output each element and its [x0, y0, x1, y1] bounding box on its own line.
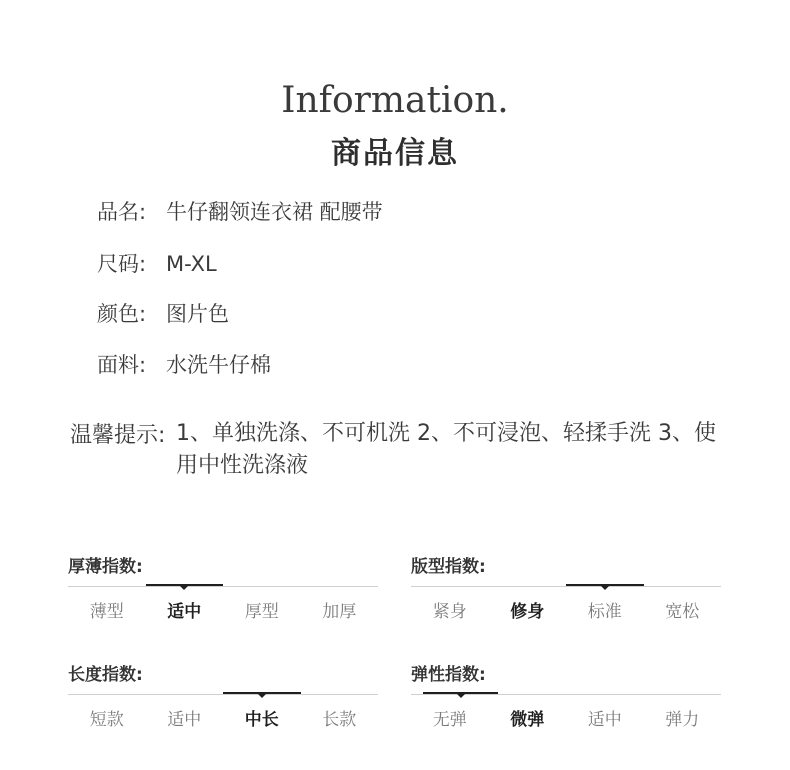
scale-bar — [68, 586, 378, 587]
info-label: 尺码: — [97, 252, 147, 276]
scale-indicator — [146, 584, 224, 586]
scale-option-selected: 中长 — [244, 710, 279, 730]
scale-option: 标准 — [587, 602, 622, 622]
heading-english: Information. — [281, 80, 509, 121]
scale-option: 加厚 — [322, 602, 357, 622]
scale-option-selected: 修身 — [510, 602, 545, 622]
scale-option: 长款 — [322, 710, 357, 730]
info-row-fabric — [97, 349, 271, 379]
scale-title: 长度指数: — [68, 665, 143, 685]
scale-bar — [411, 586, 721, 587]
scale-option: 短款 — [89, 710, 124, 730]
scale-option: 紧身 — [432, 602, 467, 622]
scale-option: 适中 — [167, 710, 202, 730]
scale-indicator — [566, 584, 644, 586]
info-label: 面料: — [97, 353, 147, 377]
info-label: 颜色: — [97, 302, 147, 326]
scale-option-selected: 适中 — [167, 602, 202, 622]
scale-options — [411, 597, 721, 622]
pointer-triangle-icon — [180, 586, 188, 590]
scale-option: 无弹 — [432, 710, 467, 730]
scale-bar — [68, 694, 378, 695]
pointer-triangle-icon — [457, 694, 465, 698]
scale-option: 厚型 — [244, 602, 279, 622]
heading-chinese: 商品信息 — [331, 136, 459, 171]
scale-title: 厚薄指数: — [68, 557, 143, 577]
scale-length — [68, 660, 378, 730]
scale-option: 适中 — [587, 710, 622, 730]
info-row-size — [97, 248, 217, 278]
tips-text: 1、单独洗涤、不可机洗 2、不可浸泡、轻揉手洗 3、使用中性洗涤液 — [176, 421, 716, 478]
scale-thickness — [68, 552, 378, 622]
scale-indicator — [423, 692, 497, 694]
scale-option: 薄型 — [89, 602, 124, 622]
scale-fit — [411, 552, 721, 622]
scale-options — [68, 597, 378, 622]
scale-options — [68, 705, 378, 730]
info-label: 品名: — [97, 200, 147, 224]
info-row-color — [97, 298, 229, 328]
info-value: M-XL — [166, 252, 217, 276]
info-value: 水洗牛仔棉 — [166, 353, 271, 377]
scale-option-selected: 微弹 — [510, 710, 545, 730]
info-row-name — [97, 196, 383, 226]
info-value: 牛仔翻领连衣裙 配腰带 — [166, 200, 383, 224]
scale-indicator — [223, 692, 301, 694]
scale-elasticity — [411, 660, 721, 730]
scale-title: 弹性指数: — [411, 665, 486, 685]
scale-bar — [411, 694, 721, 695]
pointer-triangle-icon — [258, 694, 266, 698]
scale-option: 宽松 — [665, 602, 700, 622]
scale-options — [411, 705, 721, 730]
tips-label: 温馨提示: — [70, 423, 166, 448]
scale-title: 版型指数: — [411, 557, 486, 577]
scale-option: 弹力 — [665, 710, 700, 730]
pointer-triangle-icon — [601, 586, 609, 590]
info-value: 图片色 — [166, 302, 229, 326]
